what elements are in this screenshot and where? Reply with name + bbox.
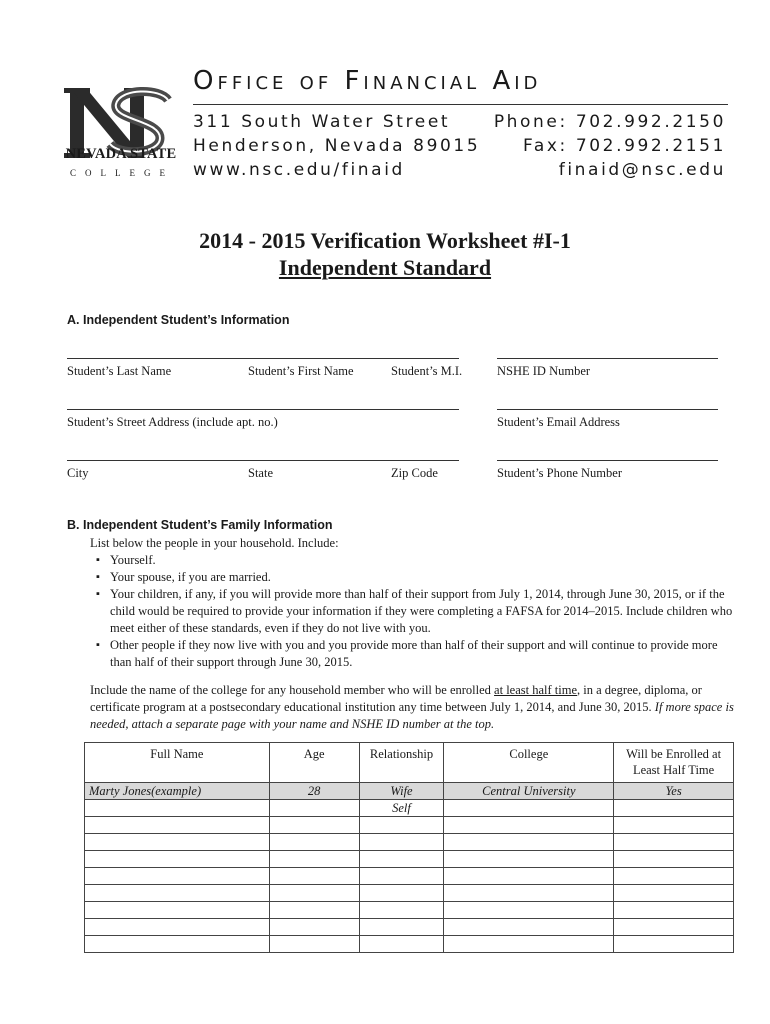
table-row-self[interactable] <box>85 800 734 817</box>
enrolled-cell[interactable] <box>614 817 734 834</box>
name-cell[interactable] <box>85 834 270 851</box>
table-header-row <box>85 743 734 783</box>
state-label: State <box>248 466 273 480</box>
table-row[interactable] <box>85 902 734 919</box>
enrolled-cell[interactable] <box>614 834 734 851</box>
name-cell[interactable] <box>85 817 270 834</box>
last-name-label: Student’s Last Name <box>67 364 172 378</box>
header-college: College <box>444 743 614 783</box>
header-enrolled-line1: Will be Enrolled at <box>626 747 722 761</box>
college-note-half-time: at least half time <box>494 683 577 697</box>
header-full-name: Full Name <box>85 743 270 783</box>
household-instructions <box>90 535 740 671</box>
college-cell[interactable] <box>444 817 614 834</box>
table-row[interactable] <box>85 851 734 868</box>
college-cell[interactable] <box>444 936 614 953</box>
example-enrolled: Yes <box>614 783 734 800</box>
logo-name: NEVADA STATE <box>65 146 177 162</box>
table-row-example <box>85 783 734 800</box>
header-age: Age <box>269 743 359 783</box>
city-state-zip-line[interactable] <box>67 460 459 461</box>
section-a-heading: A. Independent Student’s Information <box>67 313 290 327</box>
age-cell[interactable] <box>269 851 359 868</box>
city-address: Henderson, Nevada 89015 <box>193 136 481 156</box>
household-intro: List below the people in your household. Include: <box>90 536 339 550</box>
enrolled-cell[interactable] <box>614 902 734 919</box>
college-note-part1: Include the name of the college for any household member who will be enrolled <box>90 683 495 697</box>
household-bullet-list <box>90 552 740 671</box>
header-enrolled <box>614 743 734 783</box>
self-relationship-cell: Self <box>359 800 444 817</box>
college-note-more-space: If more space is needed, attach a separate page with your name and NSHE ID number at the top. <box>90 700 734 731</box>
college-cell[interactable] <box>444 902 614 919</box>
phone-number: Phone: 702.992.2150 <box>493 112 726 132</box>
table-row[interactable] <box>85 919 734 936</box>
name-cell[interactable] <box>85 851 270 868</box>
name-line[interactable] <box>67 358 459 359</box>
name-cell[interactable] <box>85 919 270 936</box>
table-row[interactable] <box>85 885 734 902</box>
document-title: 2014 - 2015 Verification Worksheet #I-1 <box>199 228 571 253</box>
self-age-cell[interactable] <box>269 800 359 817</box>
mi-label: Student’s M.I. <box>391 364 463 378</box>
phone-label: Student’s Phone Number <box>497 466 622 480</box>
age-cell[interactable] <box>269 919 359 936</box>
enrolled-cell[interactable] <box>614 868 734 885</box>
relationship-cell[interactable] <box>359 902 444 919</box>
table-row[interactable] <box>85 868 734 885</box>
enrolled-cell[interactable] <box>614 936 734 953</box>
nshe-id-line[interactable] <box>497 358 718 359</box>
office-title: Office of Financial Aid <box>193 66 542 96</box>
name-cell[interactable] <box>85 936 270 953</box>
nshe-id-label: NSHE ID Number <box>497 364 591 378</box>
section-b-heading: B. Independent Student’s Family Information <box>67 518 333 532</box>
street-line[interactable] <box>67 409 459 410</box>
relationship-cell[interactable] <box>359 834 444 851</box>
enrolled-cell[interactable] <box>614 919 734 936</box>
example-relationship: Wife <box>359 783 444 800</box>
college-cell[interactable] <box>444 919 614 936</box>
example-name: Marty Jones(example) <box>85 783 270 800</box>
age-cell[interactable] <box>269 936 359 953</box>
header-enrolled-line2: Least Half Time <box>632 763 715 777</box>
college-cell[interactable] <box>444 834 614 851</box>
age-cell[interactable] <box>269 902 359 919</box>
name-cell[interactable] <box>85 868 270 885</box>
age-cell[interactable] <box>269 885 359 902</box>
email-address: finaid@nsc.edu <box>558 160 726 180</box>
relationship-cell[interactable] <box>359 868 444 885</box>
nsc-logo-mark <box>60 72 184 180</box>
city-label: City <box>67 466 89 480</box>
phone-line[interactable] <box>497 460 718 461</box>
table-row[interactable] <box>85 936 734 953</box>
example-age: 28 <box>269 783 359 800</box>
relationship-cell[interactable] <box>359 817 444 834</box>
enrolled-cell[interactable] <box>614 851 734 868</box>
self-college-cell[interactable] <box>444 800 614 817</box>
college-cell[interactable] <box>444 868 614 885</box>
website: www.nsc.edu/finaid <box>193 160 405 180</box>
fax-number: Fax: 702.992.2151 <box>523 136 726 156</box>
name-cell[interactable] <box>85 885 270 902</box>
relationship-cell[interactable] <box>359 919 444 936</box>
letterhead-rule <box>193 104 728 105</box>
household-table <box>84 742 734 953</box>
first-name-label: Student’s First Name <box>248 364 354 378</box>
relationship-cell[interactable] <box>359 851 444 868</box>
bullet-other-people: ▪ Other people if they now live with you and you provide more than half of their support and will continue to provide more than half of their support through June 30, 2015. <box>110 637 740 671</box>
self-name-cell[interactable] <box>85 800 270 817</box>
email-label: Student’s Email Address <box>497 415 620 429</box>
age-cell[interactable] <box>269 868 359 885</box>
college-cell[interactable] <box>444 851 614 868</box>
email-line[interactable] <box>497 409 718 410</box>
self-enrolled-cell[interactable] <box>614 800 734 817</box>
college-note-part2: , in a degree, diploma, or certificate program at a postsecondary educational institution any time between July 1, 2014, and June 30, 2015. <box>90 683 702 714</box>
bullet-yourself: ▪ Yourself. <box>110 552 740 569</box>
document-subtitle: Independent Standard <box>278 255 492 280</box>
logo-college: COLLEGE <box>70 168 174 178</box>
header-relationship: Relationship <box>359 743 444 783</box>
age-cell[interactable] <box>269 834 359 851</box>
example-college: Central University <box>444 783 614 800</box>
name-cell[interactable] <box>85 902 270 919</box>
enrolled-cell[interactable] <box>614 885 734 902</box>
age-cell[interactable] <box>269 817 359 834</box>
table-row[interactable] <box>85 834 734 851</box>
relationship-cell[interactable] <box>359 936 444 953</box>
table-row[interactable] <box>85 817 734 834</box>
street-address: 311 South Water Street <box>193 112 451 132</box>
bullet-spouse: ▪ Your spouse, if you are married. <box>110 569 740 586</box>
college-cell[interactable] <box>444 885 614 902</box>
college-note <box>90 682 740 733</box>
zip-label: Zip Code <box>391 466 438 480</box>
relationship-cell[interactable] <box>359 885 444 902</box>
bullet-children: ▪ Your children, if any, if you will provide more than half of their support from July 1, 2014, through June 30, 2015, or if the child would be required to provide your information if they were completing a FAFSA for 2014–2015. Include children who meet either of these standards, even if they do not live with you. <box>110 586 740 637</box>
street-label: Student’s Street Address (include apt. no.) <box>67 415 278 429</box>
